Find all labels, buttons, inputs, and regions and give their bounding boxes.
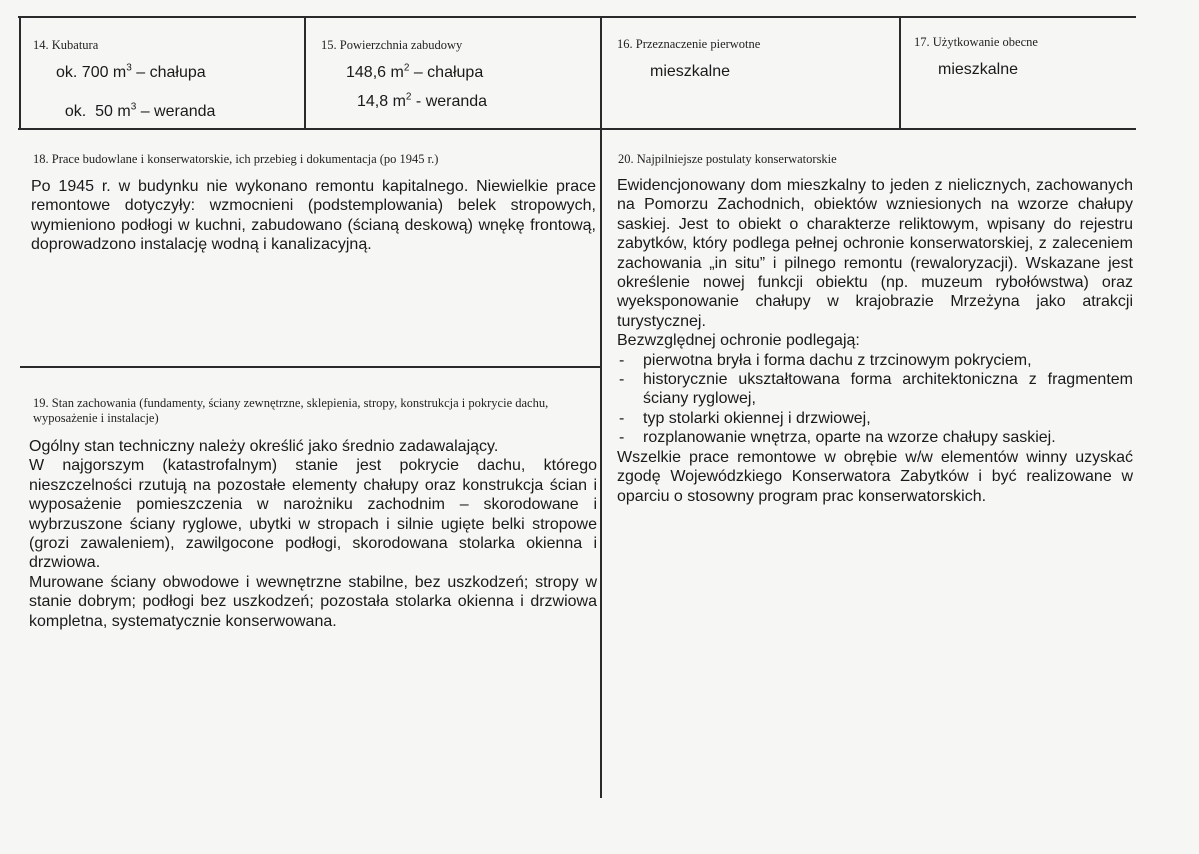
stan-label: 19. Stan zachowania (fundamenty, ściany zewnętrzne, sklepienia, stropy, konstrukcja i pokrycie dachu, wyposażenie i instalacje) bbox=[33, 396, 549, 425]
postulaty-p1: Ewidencjonowany dom mieszkalny to jeden z nielicznych, zachowanych na Pomorzu Zachodnich, obiektów wzniesionych na wzorze chałupy saskiej. Jest to obiekt o charakterze reliktowym, wpisany do rejestru zabytków, który podlega pełnej ochronie konserwatorskiej, z zaleceniem zachowania „in situ” i pilnego remontu (rewaloryzacji). Wskazane jest określenie nowej funkcji obiektu (np. muzeum rybołówstwa) oraz wyeksponowanie chałupy w krajobrazie Mrzeżyna jako atrakcji turystycznej. bbox=[617, 177, 1133, 330]
stan-p1: Ogólny stan techniczny należy określić jako średnio zadawalający. bbox=[29, 438, 499, 455]
kubatura-line1-post: – chałupa bbox=[131, 64, 206, 81]
przeznaczenie-label: 16. Przeznaczenie pierwotne bbox=[617, 37, 761, 51]
postulaty-p2: Bezwzględnej ochronie podlegają: bbox=[617, 332, 860, 350]
przeznaczenie-value: mieszkalne bbox=[650, 63, 731, 80]
powierzchnia-line1-sup: 2 bbox=[403, 62, 410, 74]
uzytkowanie-label: 17. Użytkowanie obecne bbox=[914, 35, 1038, 49]
powierzchnia-line2 bbox=[357, 92, 487, 111]
kubatura-line1-pre: ok. 700 m bbox=[56, 64, 127, 81]
divider-16-17 bbox=[899, 16, 901, 130]
prace-label: 18. Prace budowlane i konserwatorskie, ich przebieg i dokumentacja (po 1945 r.) bbox=[33, 152, 439, 166]
postulaty-p3: Wszelkie prace remontowe w obrębie w/w elementów winny uzyskać zgodę Wojewódzkiego Konserwatora Zabytków i być realizowane w oparciu o stosowny program prac konserwatorskich. bbox=[617, 448, 1133, 505]
kubatura-line2-pre: ok. 50 m bbox=[64, 103, 131, 120]
powierzchnia-line2-pre: 14,8 m bbox=[357, 93, 406, 110]
postulaty-list-item: - rozplanowanie wnętrza, oparte na wzorze chałupy saskiej. bbox=[617, 428, 1133, 447]
uzytkowanie-value: mieszkalne bbox=[938, 61, 1019, 78]
stan-text bbox=[29, 437, 597, 631]
powierzchnia-line1 bbox=[346, 63, 483, 82]
kubatura-line2-sup: 3 bbox=[130, 101, 137, 113]
postulaty-text bbox=[617, 176, 1133, 506]
kubatura-line2-post: – weranda bbox=[136, 103, 216, 120]
prace-text: Po 1945 r. w budynku nie wykonano remontu kapitalnego. Niewielkie prace remontowe dotyczyły: wzmocnieni (podstemplowania) belek stropowych, wymieniono podłogi w kuchni, zabudowano (ścianą deskową) wnękę frontową, doprowadzono instalację wodną i kanalizacyjną. bbox=[31, 178, 596, 254]
section18-bottom-border bbox=[20, 366, 602, 368]
powierzchnia-label: 15. Powierzchnia zabudowy bbox=[321, 38, 463, 52]
stan-p3: Murowane ściany obwodowe i wewnętrzne stabilne, bez uszkodzeń; stropy w stanie dobrym; podłogi bez uszkodzeń; pozostała stolarka okienna i drzwiowa kompletna, systematycznie konserwowana. bbox=[29, 573, 597, 630]
center-divider bbox=[600, 16, 602, 798]
powierzchnia-line1-post: – chałupa bbox=[409, 64, 484, 81]
postulaty-list-item: - typ stolarki okiennej i drzwiowej, bbox=[617, 409, 1133, 428]
kubatura-line1 bbox=[56, 63, 206, 82]
kubatura-line1-sup: 3 bbox=[126, 62, 132, 74]
powierzchnia-line1-pre: 148,6 m bbox=[346, 64, 404, 81]
top-border bbox=[18, 16, 1136, 18]
postulaty-list-item: - pierwotna bryła i forma dachu z trzcinowym pokryciem, bbox=[617, 351, 1133, 370]
postulaty-list bbox=[617, 351, 1133, 448]
kubatura-label: 14. Kubatura bbox=[33, 38, 99, 52]
kubatura-line2 bbox=[56, 83, 215, 121]
row1-bottom-border bbox=[18, 128, 1136, 130]
divider-14-15 bbox=[304, 16, 306, 130]
postulaty-label: 20. Najpilniejsze postulaty konserwatorskie bbox=[618, 152, 837, 166]
left-border bbox=[19, 16, 21, 130]
stan-p2: W najgorszym (katastrofalnym) stanie jest pokrycie dachu, którego nieszczelności rzutują na pozostałe elementy chałupy oraz konstrukcja ścian i wyposażenie pomieszczenia w narożniku zachodnim – skorodowane i wybrzuszone ściany ryglowe, ubytki w stropach i silnie ugięte belki stropowe (grozi zawaleniem), zawilgocone podłogi, skorodowana stolarka okienna i drzwiowa. bbox=[29, 457, 597, 572]
powierzchnia-line2-post: - weranda bbox=[411, 93, 488, 110]
powierzchnia-line2-sup: 2 bbox=[405, 91, 412, 103]
postulaty-list-item: - historycznie ukształtowana forma architektoniczna z fragmentem ściany ryglowej, bbox=[617, 370, 1133, 409]
